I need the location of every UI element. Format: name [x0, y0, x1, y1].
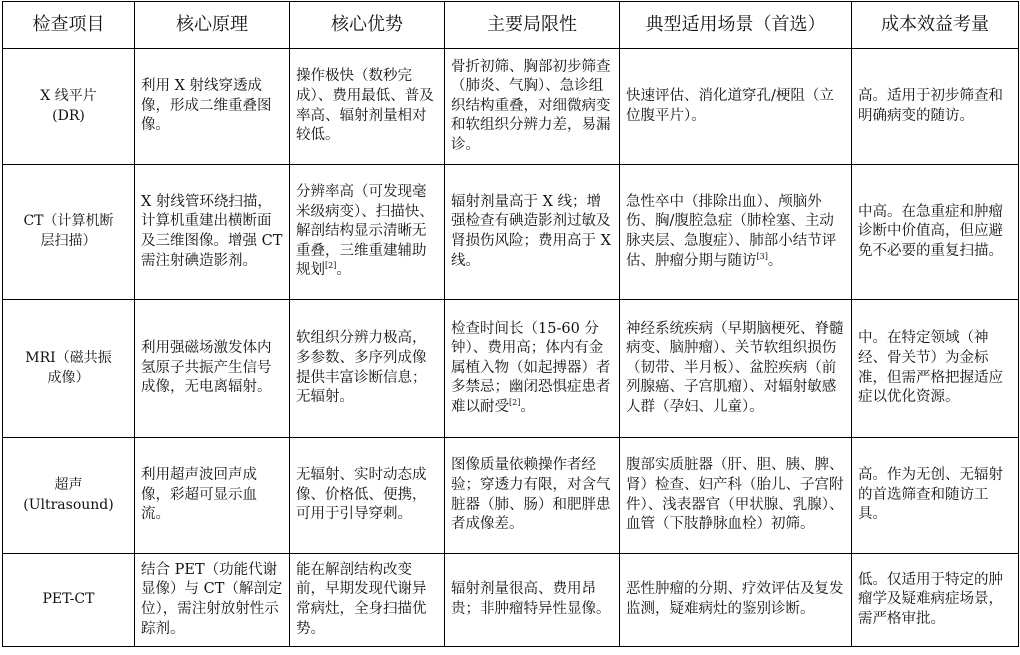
cell-principle: 利用强磁场激发体内氢原子共振产生信号成像，无电离辐射。 [135, 300, 290, 438]
exam-name-line: CT（计算机断 [23, 213, 114, 230]
exam-name-line: PET-CT [42, 591, 95, 608]
cell-exam-item [3, 165, 135, 300]
exam-name-line: 层扫描） [40, 233, 97, 249]
cell-advantages: 无辐射、实时动态成像、价格低、便携，可用于引导穿刺。 [290, 438, 445, 554]
cell-scenarios: 恶性肿瘤的分期、疗效评估及复发监测，疑难病灶的鉴别诊断。 [620, 554, 852, 647]
cell-limitations [445, 300, 620, 438]
cell-limitations: 图像质量依赖操作者经验；穿透力有限，对含气脏器（肺、肠）和肥胖患者成像差。 [445, 438, 620, 554]
header-exam-item: 检查项目 [3, 2, 135, 49]
header-main-limitations: 主要局限性 [445, 2, 620, 49]
cell-limitations: 辐射剂量很高、费用昂贵；非肿瘤特异性显像。 [445, 554, 620, 647]
advantages-tail: 。 [336, 262, 351, 279]
exam-name-line: MRI（磁共振 [25, 349, 112, 366]
scenarios-tail: 。 [767, 252, 783, 269]
table-row [3, 300, 1019, 438]
exam-name-line: 成像） [47, 369, 90, 386]
cell-principle: X 射线管环绕扫描，计算机重建出横断面及三维图像。增强 CT 需注射碘造影剂。 [135, 165, 290, 300]
exam-name-line: (Ultrasound) [23, 496, 114, 513]
cell-cost: 低。仅适用于特定的肿瘤学及疑难病症场景，需严格审批。 [852, 554, 1019, 647]
header-core-advantages: 核心优势 [290, 2, 445, 49]
imaging-comparison-table [2, 1, 1019, 647]
scenarios-text: 急性卒中（排除出血）、颅脑外伤、胸/腹腔急症（肺栓塞、主动脉夹层、急腹症）、肺部小结节评估、肿瘤分期与随访 [626, 193, 837, 269]
header-row [3, 2, 1019, 49]
citation-ref: [2] [509, 398, 521, 408]
cell-principle: 结合 PET（功能代谢显像）与 CT（解剖定位），需注射放射性示踪剂。 [135, 554, 290, 647]
header-core-principle: 核心原理 [135, 2, 290, 49]
cell-advantages: 软组织分辨力极高，多参数、多序列成像提供丰富诊断信息；无辐射。 [290, 300, 445, 438]
table-row [3, 554, 1019, 647]
cell-advantages [290, 165, 445, 300]
cell-scenarios: 腹部实质脏器（肝、胆、胰、脾、肾）检查、妇产科（胎儿、子宫附件）、浅表器官（甲状腺、乳腺）、血管（下肢静脉血栓）初筛。 [620, 438, 852, 554]
header-cost-effectiveness: 成本效益考量 [852, 2, 1019, 49]
cell-advantages: 能在解剖结构改变前，早期发现代谢异常病灶，全身扫描优势。 [290, 554, 445, 647]
cell-exam-item [3, 438, 135, 554]
cell-cost: 高。作为无创、无辐射的首选筛查和随访工具。 [852, 438, 1019, 554]
exam-name-line: (DR) [52, 107, 85, 124]
cell-limitations: 骨折初筛、胸部初步筛查（肺炎、气胸）、急诊组织结构重叠，对细微病变和软组织分辨力差，易漏诊。 [445, 49, 620, 165]
table-row [3, 165, 1019, 300]
cell-principle: 利用 X 射线穿透成像，形成二维重叠图像。 [135, 49, 290, 165]
cell-exam-item [3, 300, 135, 438]
exam-name-line: 超声 [54, 476, 83, 493]
header-typical-scenarios: 典型适用场景（首选） [620, 2, 852, 49]
limitations-tail: 。 [520, 398, 535, 415]
cell-scenarios: 快速评估、消化道穿孔/梗阻（立位腹平片）。 [620, 49, 852, 165]
exam-name-line: X 线平片 [40, 87, 97, 104]
cell-cost: 高。适用于初步筛查和明确病变的随访。 [852, 49, 1019, 165]
table-row [3, 438, 1019, 554]
cell-cost: 中。在特定领域（神经、骨关节）为金标准，但需严格把握适应症以优化资源。 [852, 300, 1019, 438]
cell-principle: 利用超声波回声成像，彩超可显示血流。 [135, 438, 290, 554]
cell-cost: 中高。在急重症和肿瘤诊断中价值高，但应避免不必要的重复扫描。 [852, 165, 1019, 300]
advantages-text: 分辨率高（可发现毫米级病变）、扫描快、解剖结构显示清晰无重叠，三维重建辅助规划 [296, 184, 434, 279]
limitations-text: 检查时间长（15-60 分钟）、费用高；体内有金属植入物（如起搏器）者多禁忌；幽闭恐惧症患者难以耐受 [451, 320, 611, 415]
cell-scenarios: 神经系统疾病（早期脑梗死、脊髓病变、脑肿瘤）、关节软组织损伤（韧带、半月板）、盆腔疾病（前列腺癌、子宫肌瘤）、对辐射敏感人群（孕妇、儿童）。 [620, 300, 852, 438]
cell-exam-item [3, 49, 135, 165]
cell-advantages: 操作极快（数秒完成）、费用最低、普及率高、辐射剂量相对较低。 [290, 49, 445, 165]
cell-limitations: 辐射剂量高于 X 线；增强检查有碘造影剂过敏及肾损伤风险；费用高于 X 线。 [445, 165, 620, 300]
table-row [3, 49, 1019, 165]
cell-exam-item [3, 554, 135, 647]
citation-ref: [2] [325, 261, 337, 271]
cell-scenarios [620, 165, 852, 300]
citation-ref: [3] [756, 251, 768, 261]
